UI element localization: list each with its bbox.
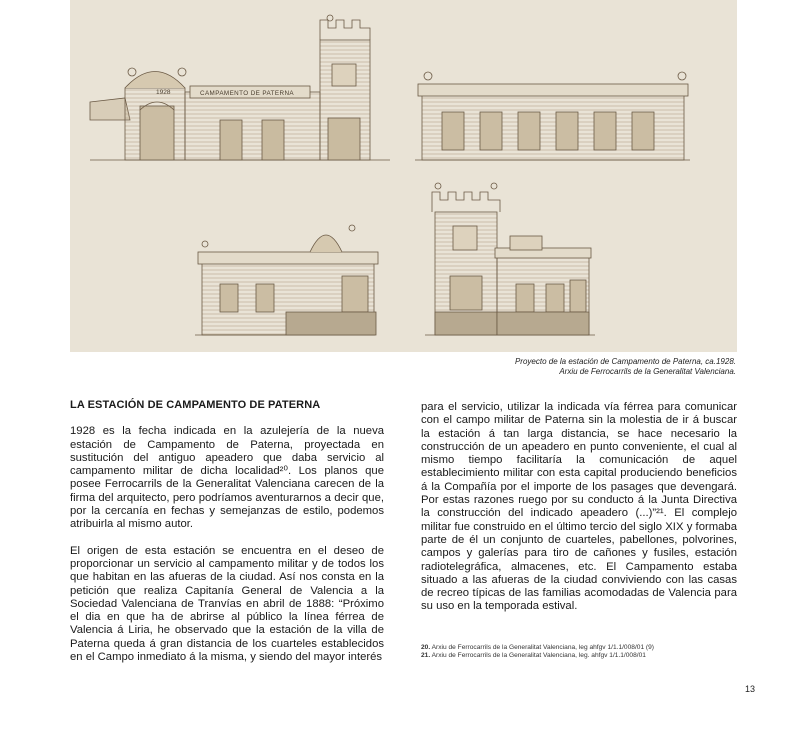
paragraph-1: 1928 es la fecha indicada en la azulejería de la nueva estación de Campamento de Paterna, proyectada en sustitución del antiguo apeadero que daba servicio al campamento militar de dicha localidad²⁰. Los planos que posee Ferrocarrils de la Generalitat Valenciana carecen de la firma del arquitecto, pero podríamos aventurarnos a decir que, por la cercanía en fechas y semejanzas de estilo, podemos atribuirla al mismo autor.: [70, 425, 384, 531]
figure-caption: [316, 357, 736, 377]
footnote-number: 21.: [421, 652, 431, 660]
architectural-drawing: [70, 0, 737, 352]
footnotes: [421, 644, 741, 660]
text-column-right: [421, 401, 737, 614]
paragraph-3: para el servicio, utilizar la indicada vía férrea para comunicar con el campo militar de Paterna sin la molestia de ir á buscar la estación á tan larga distancia, se hace necesario la construcción de un apeadero en punto conveniente, el cual al mismo tiempo facilitaría la comunicación de aquel establecimiento militar con esta capital produciendo beneficios á la Compañía por el importe de los pasages que devengará. Por estas razones ruego por su conducto á la Junta Directiva la construcción del indicado apeadero (...)”²¹. El complejo militar fue construido en el último tercio del siglo XIX y formaba parte de él un conjunto de cuarteles, pabellones, polvorines, campos y galerías para tiro de cañones y fusiles, estación radiotelegráfica, almacenes, etc. El Campamento estaba situado a las afueras de la ciudad conviviendo con las casas de recreo típicas de las familias acomodadas de Valencia para su uso en la temporada estival.: [421, 401, 737, 613]
footnote-number: 20.: [421, 644, 431, 651]
drawing-station-sign: CAMPAMENTO DE PATERNA: [200, 90, 295, 97]
page-number: 13: [745, 684, 756, 694]
caption-line-2: Arxiu de Ferrocarrils de la Generalitat Valenciana.: [559, 367, 736, 376]
footnote-text: Arxiu de Ferrocarrils de la Generalitat Valenciana, leg ahfgv 1/1.1/008/01 (9): [431, 644, 654, 651]
station-elevations-drawing: [70, 0, 737, 352]
section-heading: LA ESTACIÓN DE CAMPAMENTO DE PATERNA: [70, 399, 321, 411]
drawing-date-inscription: 1928: [156, 89, 171, 96]
footnote-text: Arxiu de Ferrocarrils de la Generalitat Valenciana, leg. ahfgv 1/1.1/008/01: [431, 652, 646, 660]
paragraph-2: El origen de esta estación se encuentra en el deseo de proporcionar un servicio al campamento militar y de todos los que habitan en las afueras de la ciudad. Así nos consta en la petición que realiza Capitanía General de Valencia a la Sociedad Valenciana de Tranvías en abril de 1888: “Próximo el dia en que ha de abrirse al público la línea férrea de Valencia á Liria, he observado que la estación de la villa de Paterna queda á gran distancia de los cuarteles establecidos en el Campo inmediato á la misma, y siendo del mayor interés: [70, 544, 384, 664]
footnote: [421, 644, 741, 652]
text-column-left: [70, 399, 384, 664]
footnote: [421, 652, 741, 660]
caption-line-1: Proyecto de la estación de Campamento de Paterna, ca.1928.: [514, 357, 736, 366]
